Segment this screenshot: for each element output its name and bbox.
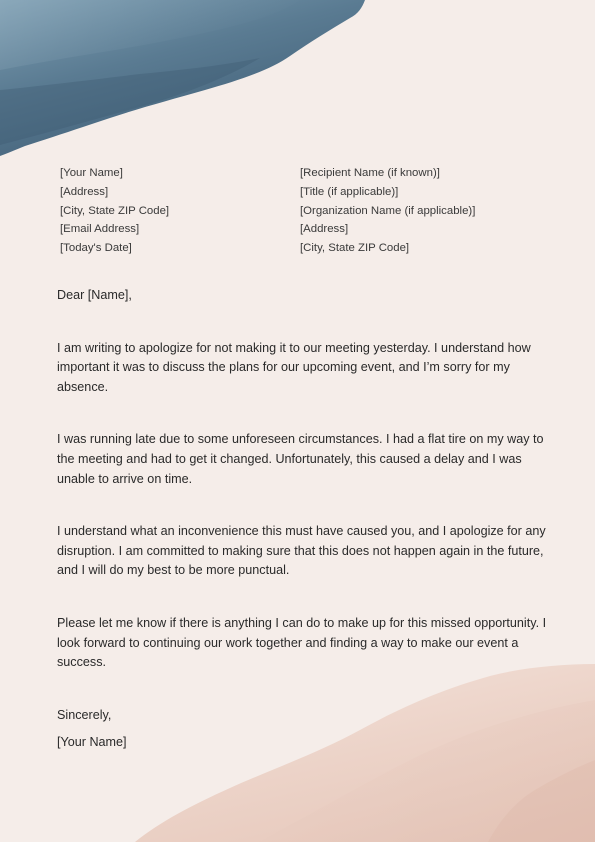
paragraph: I am writing to apologize for not making it to our meeting yesterday. I understand how important it was to discuss the plans for our upcoming event, and I’m sorry for my absence. bbox=[57, 340, 531, 394]
signature: [Your Name] bbox=[57, 735, 127, 750]
recipient-address: [Address] bbox=[300, 223, 349, 236]
paragraph: Please let me know if there is anything I can do to make up for this missed opportunity. I look forward to continuing our work together and finding a way to make our event a success. bbox=[57, 615, 547, 670]
recipient-title: [Title (if applicable)] bbox=[300, 185, 399, 198]
sender-date: [Today's Date] bbox=[60, 242, 132, 255]
recipient-info bbox=[300, 164, 475, 258]
sender-name: [Your Name] bbox=[60, 167, 123, 179]
closing: Sincerely, bbox=[57, 707, 112, 722]
sender-info bbox=[60, 164, 169, 258]
recipient-city: [City, State ZIP Code] bbox=[300, 242, 410, 255]
paragraph: I was running late due to some unforeseen circumstances. I had a flat tire on my way to the meeting and had to get it changed. Unfortunately, this caused a delay and I was unable to arrive on time. bbox=[57, 432, 544, 486]
sender-email: [Email Address] bbox=[60, 223, 140, 236]
sender-address: [Address] bbox=[60, 185, 109, 198]
recipient-organization: [Organization Name (if applicable)] bbox=[300, 204, 476, 217]
salutation: Dear [Name], bbox=[57, 288, 132, 302]
letter-body bbox=[57, 286, 547, 753]
paragraph: I understand what an inconvenience this must have caused you, and I apologize for any disruption. I am committed to making sure that this does not happen again in the future, and I will do my best to be more punctual. bbox=[57, 524, 546, 578]
sender-city: [City, State ZIP Code] bbox=[60, 204, 170, 217]
recipient-name: [Recipient Name (if known)] bbox=[300, 167, 440, 179]
